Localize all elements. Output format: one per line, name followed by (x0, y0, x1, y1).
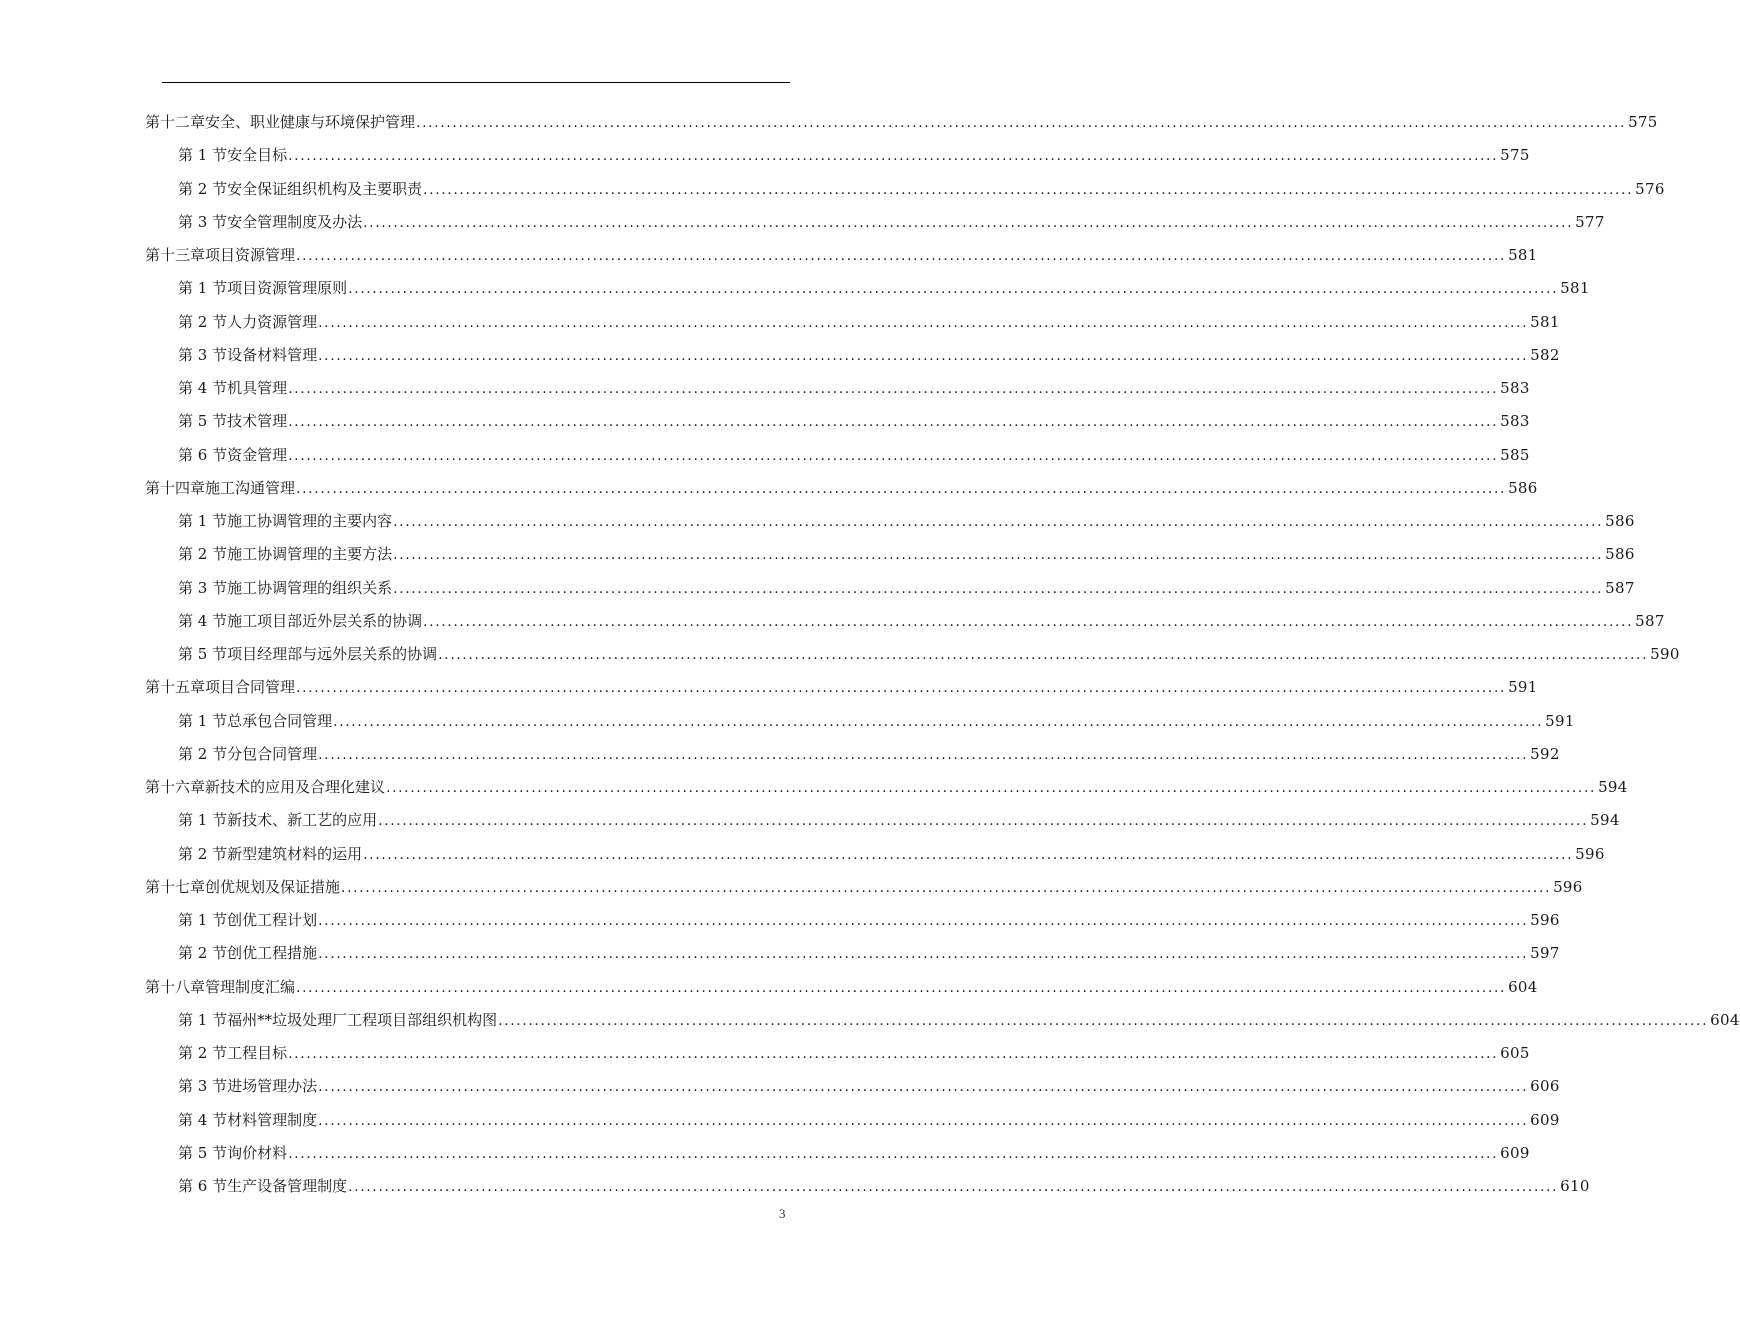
toc-entry-title: 管理制度汇编 (205, 977, 296, 996)
toc-chapter-entry[interactable] (145, 677, 1538, 697)
toc-entry-number: 第 1 节 (178, 512, 228, 530)
toc-entry-page: 590 (1650, 645, 1680, 663)
toc-entry-number: 第 2 节 (178, 1044, 228, 1062)
toc-entry-page: 610 (1560, 1177, 1590, 1195)
toc-entry-title: 资金管理 (227, 445, 288, 464)
toc-section-entry[interactable] (178, 1143, 1530, 1163)
toc-entry-number: 第 5 节 (178, 1143, 228, 1162)
toc-section-entry[interactable] (178, 711, 1575, 731)
toc-dot-leader: ........................................................................................................................................................................................................ (318, 347, 1529, 364)
toc-entry-title: 新型建筑材料的运用 (227, 844, 363, 863)
toc-entry-title: 新技术、新工艺的应用 (227, 811, 378, 830)
toc-entry-number: 第 4 节 (178, 611, 228, 630)
toc-section-entry[interactable] (178, 844, 1605, 864)
toc-section-entry[interactable] (178, 644, 1680, 664)
toc-entry-title: 施工沟通管理 (205, 478, 296, 497)
toc-entry-number: 第 1 节 (178, 711, 228, 730)
toc-entry-number: 第十七章 (145, 877, 206, 896)
toc-dot-leader: ........................................................................................................................................................................................................ (318, 1112, 1529, 1129)
toc-section-entry[interactable] (178, 378, 1530, 398)
toc-entry-page: 592 (1530, 744, 1560, 763)
toc-entry-page: 581 (1530, 312, 1560, 331)
toc-entry-page: 582 (1530, 345, 1560, 364)
toc-section-entry[interactable] (178, 1176, 1590, 1196)
toc-dot-leader: ........................................................................................................................................................................................................ (318, 314, 1529, 331)
toc-entry-number: 第 5 节 (178, 645, 228, 663)
toc-dot-leader: ........................................................................................................................................................................................................ (288, 414, 1499, 431)
toc-dot-leader: ........................................................................................................................................................................................................ (348, 1179, 1559, 1195)
toc-entry-page: 605 (1500, 1044, 1530, 1062)
toc-entry-number: 第 2 节 (178, 844, 228, 863)
toc-entry-number: 第 6 节 (178, 1177, 228, 1195)
toc-dot-leader: ........................................................................................................................................................................................................ (296, 248, 1507, 264)
toc-dot-leader: ........................................................................................................................................................................................................ (498, 1012, 1709, 1029)
toc-section-entry[interactable] (178, 312, 1560, 332)
toc-dot-leader: ........................................................................................................................................................................................................ (296, 680, 1507, 697)
toc-entry-page: 606 (1530, 1077, 1560, 1096)
toc-entry-page: 596 (1553, 877, 1583, 896)
toc-entry-page: 604 (1508, 977, 1538, 996)
toc-section-entry[interactable] (178, 1043, 1530, 1063)
toc-dot-leader: ........................................................................................................................................................................................................ (288, 1046, 1499, 1062)
toc-section-entry[interactable] (178, 578, 1635, 598)
toc-dot-leader: ........................................................................................................................................................................................................ (393, 580, 1604, 597)
toc-entry-page: 609 (1500, 1143, 1530, 1162)
toc-dot-leader: ........................................................................................................................................................................................................ (438, 647, 1649, 663)
toc-entry-page: 587 (1635, 611, 1665, 630)
toc-entry-number: 第 1 节 (178, 911, 228, 929)
toc-section-entry[interactable] (178, 179, 1665, 199)
toc-entry-number: 第十六章 (145, 778, 206, 796)
toc-dot-leader: ........................................................................................................................................................................................................ (393, 547, 1604, 564)
toc-entry-title: 安全管理制度及办法 (227, 212, 363, 231)
toc-entry-page: 585 (1500, 445, 1530, 464)
toc-entry-title: 项目资源管理原则 (227, 279, 348, 298)
toc-entry-title: 施工协调管理的主要方法 (227, 545, 393, 564)
toc-dot-leader: ........................................................................................................................................................................................................ (423, 181, 1634, 198)
toc-entry-number: 第 3 节 (178, 578, 228, 597)
toc-entry-page: 591 (1508, 678, 1538, 697)
toc-entry-title: 生产设备管理制度 (227, 1177, 348, 1195)
toc-dot-leader: ........................................................................................................................................................................................................ (288, 447, 1499, 464)
toc-entry-page: 581 (1508, 246, 1538, 264)
toc-dot-leader: ........................................................................................................................................................................................................ (416, 115, 1627, 131)
toc-section-entry[interactable] (178, 145, 1530, 165)
toc-entry-title: 项目合同管理 (205, 678, 296, 697)
toc-section-entry[interactable] (178, 910, 1560, 930)
toc-section-entry[interactable] (178, 810, 1620, 830)
toc-dot-leader: ........................................................................................................................................................................................................ (378, 813, 1589, 830)
toc-entry-title: 项目资源管理 (205, 246, 296, 264)
toc-section-entry[interactable] (178, 611, 1665, 631)
toc-entry-title: 设备材料管理 (227, 345, 318, 364)
toc-dot-leader: ........................................................................................................................................................................................................ (296, 979, 1507, 996)
toc-dot-leader: ........................................................................................................................................................................................................ (288, 381, 1499, 397)
toc-entry-title: 项目经理部与远外层关系的协调 (227, 645, 438, 663)
toc-entry-page: 597 (1530, 944, 1560, 963)
toc-entry-title: 福州**垃圾处理厂工程项目部组织机构图 (227, 1010, 498, 1029)
toc-section-entry[interactable] (178, 744, 1560, 764)
toc-section-entry[interactable] (178, 511, 1635, 531)
toc-dot-leader: ........................................................................................................................................................................................................ (386, 780, 1597, 796)
toc-entry-title: 施工协调管理的组织关系 (227, 578, 393, 597)
toc-entry-number: 第十八章 (145, 977, 206, 996)
toc-dot-leader: ........................................................................................................................................................................................................ (341, 879, 1552, 896)
toc-chapter-entry[interactable] (145, 112, 1658, 132)
toc-entry-title: 材料管理制度 (227, 1110, 318, 1129)
toc-entry-title: 分包合同管理 (227, 744, 318, 763)
toc-section-entry[interactable] (178, 943, 1560, 963)
toc-entry-page: 583 (1500, 412, 1530, 431)
toc-entry-page: 594 (1590, 811, 1620, 830)
toc-entry-title: 施工项目部近外层关系的协调 (227, 611, 423, 630)
toc-section-entry[interactable] (178, 445, 1530, 465)
toc-section-entry[interactable] (178, 345, 1560, 365)
toc-entry-title: 工程目标 (227, 1044, 288, 1062)
toc-section-entry[interactable] (178, 278, 1590, 298)
toc-dot-leader: ........................................................................................................................................................................................................ (393, 514, 1604, 530)
toc-dot-leader: ........................................................................................................................................................................................................ (318, 946, 1529, 963)
toc-section-entry[interactable] (178, 1010, 1740, 1030)
toc-dot-leader: ........................................................................................................................................................................................................ (318, 1079, 1529, 1096)
toc-entry-number: 第 5 节 (178, 412, 228, 431)
toc-section-entry[interactable] (178, 544, 1635, 564)
toc-entry-title: 新技术的应用及合理化建议 (205, 778, 386, 796)
toc-entry-page: 596 (1575, 844, 1605, 863)
toc-entry-number: 第 2 节 (178, 944, 228, 963)
toc-entry-page: 575 (1500, 146, 1530, 165)
toc-dot-leader: ........................................................................................................................................................................................................ (363, 214, 1574, 231)
toc-entry-number: 第 3 节 (178, 1077, 228, 1096)
toc-section-entry[interactable] (178, 212, 1605, 232)
toc-dot-leader: ........................................................................................................................................................................................................ (288, 1145, 1499, 1162)
toc-entry-page: 583 (1500, 379, 1530, 397)
page-number: 3 (779, 1206, 786, 1221)
toc-entry-number: 第 2 节 (178, 545, 228, 564)
toc-entry-page: 591 (1545, 711, 1575, 730)
toc-entry-title: 创优工程措施 (227, 944, 318, 963)
toc-entry-title: 施工协调管理的主要内容 (227, 512, 393, 530)
toc-entry-page: 596 (1530, 911, 1560, 929)
toc-entry-title: 询价材料 (227, 1143, 288, 1162)
toc-entry-title: 技术管理 (227, 412, 288, 431)
toc-entry-title: 进场管理办法 (227, 1077, 318, 1096)
toc-chapter-entry[interactable] (145, 478, 1538, 498)
toc-chapter-entry[interactable] (145, 777, 1628, 797)
toc-chapter-entry[interactable] (145, 877, 1583, 897)
toc-section-entry[interactable] (178, 411, 1530, 431)
toc-entry-number: 第十二章 (145, 113, 206, 131)
toc-dot-leader: ........................................................................................................................................................................................................ (348, 281, 1559, 298)
toc-entry-page: 586 (1605, 512, 1635, 530)
toc-section-entry[interactable] (178, 1076, 1560, 1096)
toc-entry-page: 576 (1635, 179, 1665, 198)
toc-chapter-entry[interactable] (145, 977, 1538, 997)
toc-entry-page: 577 (1575, 212, 1605, 231)
toc-dot-leader: ........................................................................................................................................................................................................ (288, 148, 1499, 165)
toc-entry-number: 第十四章 (145, 478, 206, 497)
toc-entry-page: 586 (1605, 545, 1635, 564)
toc-entry-title: 总承包合同管理 (227, 711, 333, 730)
toc-entry-number: 第 6 节 (178, 445, 228, 464)
toc-entry-title: 机具管理 (227, 379, 288, 397)
toc-entry-number: 第 3 节 (178, 345, 228, 364)
toc-entry-page: 604 (1710, 1010, 1740, 1029)
toc-entry-number: 第 1 节 (178, 146, 228, 165)
toc-entry-number: 第 1 节 (178, 279, 228, 298)
toc-dot-leader: ........................................................................................................................................................................................................ (318, 913, 1529, 929)
toc-entry-number: 第十三章 (145, 246, 206, 264)
toc-entry-title: 安全目标 (227, 146, 288, 165)
toc-entry-number: 第 3 节 (178, 212, 228, 231)
toc-entry-number: 第 4 节 (178, 379, 228, 397)
toc-entry-page: 586 (1508, 478, 1538, 497)
toc-dot-leader: ........................................................................................................................................................................................................ (423, 613, 1634, 630)
toc-chapter-entry[interactable] (145, 245, 1538, 265)
toc-entry-title: 安全保证组织机构及主要职责 (227, 179, 423, 198)
toc-entry-title: 创优工程计划 (227, 911, 318, 929)
toc-entry-number: 第 1 节 (178, 1010, 228, 1029)
toc-entry-page: 609 (1530, 1110, 1560, 1129)
toc-dot-leader: ........................................................................................................................................................................................................ (318, 746, 1529, 763)
toc-entry-number: 第 2 节 (178, 744, 228, 763)
toc-entry-page: 594 (1598, 778, 1628, 796)
toc-entry-title: 创优规划及保证措施 (205, 877, 341, 896)
toc-dot-leader: ........................................................................................................................................................................................................ (333, 713, 1544, 730)
toc-entry-page: 587 (1605, 578, 1635, 597)
toc-entry-page: 575 (1628, 113, 1658, 131)
toc-entry-page: 581 (1560, 279, 1590, 298)
toc-dot-leader: ........................................................................................................................................................................................................ (363, 846, 1574, 863)
toc-section-entry[interactable] (178, 1110, 1560, 1130)
toc-entry-title: 安全、职业健康与环境保护管理 (205, 113, 416, 131)
toc-entry-title: 人力资源管理 (227, 312, 318, 331)
toc-entry-number: 第 1 节 (178, 811, 228, 830)
toc-entry-number: 第十五章 (145, 678, 206, 697)
toc-entry-number: 第 2 节 (178, 312, 228, 331)
toc-entry-number: 第 2 节 (178, 179, 228, 198)
toc-dot-leader: ........................................................................................................................................................................................................ (296, 480, 1507, 497)
toc-entry-number: 第 4 节 (178, 1110, 228, 1129)
